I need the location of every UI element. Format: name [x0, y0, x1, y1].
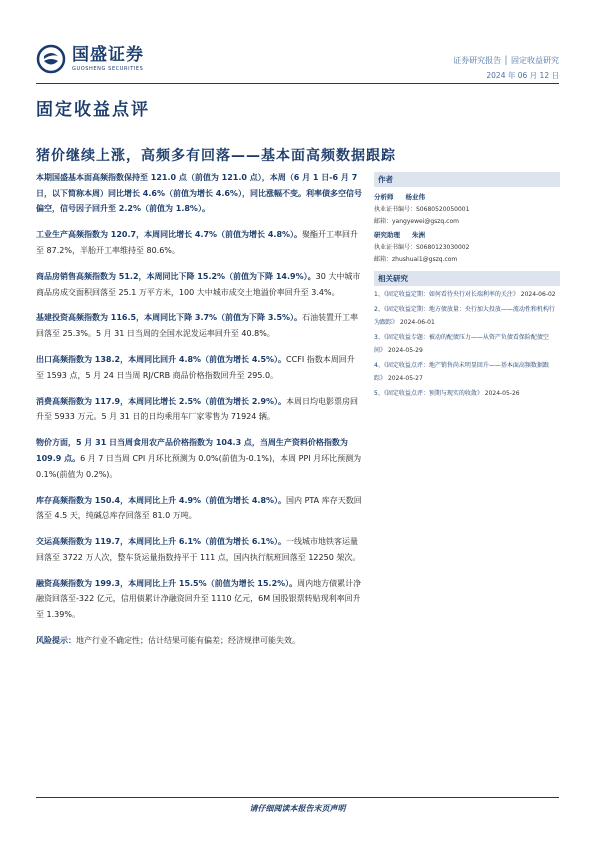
paragraph-text: 本周日均电影票房回升至 5933 万元。5 月 31 日的日均乘用车厂家零售为 71924 辆。: [36, 396, 359, 422]
analyst-name: 杨业伟: [405, 193, 425, 201]
paragraph-highlight: 融资高频指数为 199.3，本周同比上升 15.5%（前值为增长 15.2%）。: [36, 578, 298, 588]
analyst-role: 研究助理: [374, 231, 400, 239]
related-date: 2024-05-29: [387, 347, 423, 354]
paragraph-highlight: 交运高频指数为 119.7，本周同比上升 6.1%（前值为增长 6.1%）。: [36, 537, 287, 547]
related-title: 1、《固定收益定期：如何看待央行对长端利率的关注》: [374, 291, 519, 298]
summary-paragraph: [36, 576, 362, 623]
related-research-heading: 相关研究: [374, 271, 560, 286]
related-date: 2024-06-02: [520, 291, 556, 298]
related-title: 4、《固定收益点评：地产销售尚未明显回升——基本面高频数据跟踪》: [374, 362, 549, 382]
analyst-cert: 执业证书编号：S0680123030002: [374, 244, 470, 251]
footer-divider: [36, 797, 559, 798]
related-research-item[interactable]: [374, 387, 560, 400]
related-date: 2024-05-27: [387, 375, 423, 382]
analyst-email[interactable]: 邮箱：yangyewei@gszq.com: [374, 218, 459, 225]
sidebar: [374, 172, 560, 400]
paragraph-highlight: 基建投资高频指数为 116.5，本周同比下降 3.7%（前值为下降 3.5%）。: [36, 313, 303, 323]
brand-name-cn: 国盛证券: [72, 45, 144, 65]
paragraph-text: 一线城市地铁客运量回落至 3722 万人次，整车货运量指数持平于 111 点，国内执行航班回落至 12250 架次。: [36, 537, 361, 562]
report-type: 证券研究报告 │ 固定收益研究: [453, 56, 559, 65]
footer-disclaimer: 请仔细阅读本报告末页声明: [249, 804, 346, 813]
paragraph-text: CCFI 指数本周回升至 1593 点，5 月 24 日当周 RJ/CRB 商品价格指数回升至 295.0。: [36, 355, 355, 380]
paragraph-highlight: 库存高频指数为 150.4，本周同比上升 4.9%（前值为增长 4.8%）。: [36, 495, 287, 505]
main-content: [36, 170, 362, 659]
summary-paragraph: [36, 534, 362, 565]
report-date: 2024 年 06 月 12 日: [486, 71, 559, 80]
related-research-item[interactable]: [374, 359, 560, 385]
related-research-item[interactable]: [374, 288, 560, 301]
summary-paragraph: [36, 352, 362, 383]
summary-paragraph: [36, 310, 362, 341]
related-research-item[interactable]: [374, 303, 560, 329]
section-title: 固定收益点评: [36, 100, 150, 120]
brand-name-en: GUOSHENG SECURITIES: [72, 66, 144, 72]
summary-paragraph: [36, 435, 362, 482]
related-title: 3、《固定收益专题：被动的配债压力——从资产负债看保险配债空间》: [374, 334, 549, 354]
summary-paragraph: [36, 227, 362, 258]
related-title: 2、《固定收益定期：地方债放量：央行加大投放——流动性和机构行为跟踪》: [374, 306, 555, 326]
report-headline: 猪价继续上涨，高频多有回落——基本面高频数据跟踪: [36, 148, 396, 164]
paragraph-text: 聚酯开工率回升至 87.2%，半胎开工率维持至 80.6%。: [36, 230, 359, 255]
paragraph-text: 6 月 7 日当周 CPI 月环比预测为 0.0%(前值为-0.1%)，本周 PPI 月环比预测为 0.1%(前值为 0.2%)。: [36, 453, 362, 479]
author-heading: 作者: [374, 172, 560, 187]
related-research-list: [374, 288, 560, 400]
summary-paragraph: [36, 394, 362, 425]
paragraph-text: 国内 PTA 库存天数回落至 4.5 天，纯碱总库存回落至 81.0 万吨。: [36, 495, 362, 521]
paragraph-text: 30 大中城市商品房成交面积回落至 25.1 万平方米，100 大中城市成交土地溢价率回升至 3.4%。: [36, 271, 361, 297]
analyst-role: 分析师: [374, 193, 394, 201]
related-research-item[interactable]: [374, 331, 560, 357]
summary-paragraph: [36, 170, 362, 217]
brand-mark-icon: [36, 44, 66, 74]
paragraph-text: 石油装置开工率回落至 25.3%。5 月 31 日当周的全国水泥发运率回升至 40.8%。: [36, 313, 359, 339]
paragraph-text: 周内地方债累计净融资回落至-322 亿元，信用债累计净融资回升至 1110 亿元，6M 国股银票转贴现利率回升至 1.39%。: [36, 578, 362, 620]
summary-paragraph: [36, 633, 362, 649]
analyst-1: [374, 192, 560, 201]
paragraph-highlight: 本期国盛基本面高频指数保持至 121.0 点（前值为 121.0 点），本周（6 月 1 日-6 月 7 日，以下简称本周）同比增长 4.6%（前值为增长 4.6%），同比涨幅不变。利率债多空信号偏空，信号因子回升至 2.2%（前值为 1.8%）。: [36, 173, 362, 214]
summary-paragraph: [36, 493, 362, 524]
related-date: 2024-06-01: [399, 319, 435, 326]
brand-logo: [36, 44, 144, 74]
paragraph-highlight: 消费高频指数为 117.9，本周同比增长 2.5%（前值为增长 2.9%）。: [36, 396, 287, 406]
summary-paragraph: [36, 269, 362, 300]
paragraph-text: 地产行业不确定性；估计结果可能有偏差；经济规律可能失效。: [76, 636, 300, 646]
analyst-cert: 执业证书编号：S0680520050001: [374, 206, 470, 213]
header-divider: [36, 83, 559, 84]
analyst-2: [374, 230, 560, 239]
paragraph-highlight: 出口高频指数为 138.2，本周同比回升 4.8%（前值为增长 4.5%）。: [36, 355, 287, 365]
paragraph-highlight: 物价方面，5 月 31 日当周食用农产品价格指数为 104.3 点，当周生产资料价格指数为 109.9 点。: [36, 438, 348, 463]
paragraph-highlight: 工业生产高频指数为 120.7，本周同比增长 4.7%（前值为增长 4.8%）。: [36, 230, 303, 240]
related-date: 2024-05-26: [484, 390, 520, 397]
paragraph-highlight: 商品房销售高频指数为 51.2，本周同比下降 15.2%（前值为下降 14.9%）。: [36, 271, 316, 281]
analyst-name: 朱洲: [412, 231, 425, 239]
analyst-email[interactable]: 邮箱：zhushuai1@gszq.com: [374, 256, 458, 263]
paragraph-highlight: 风险提示：: [36, 636, 76, 646]
related-title: 5、《固定收益点评：预期与现实的收敛》: [374, 390, 483, 397]
